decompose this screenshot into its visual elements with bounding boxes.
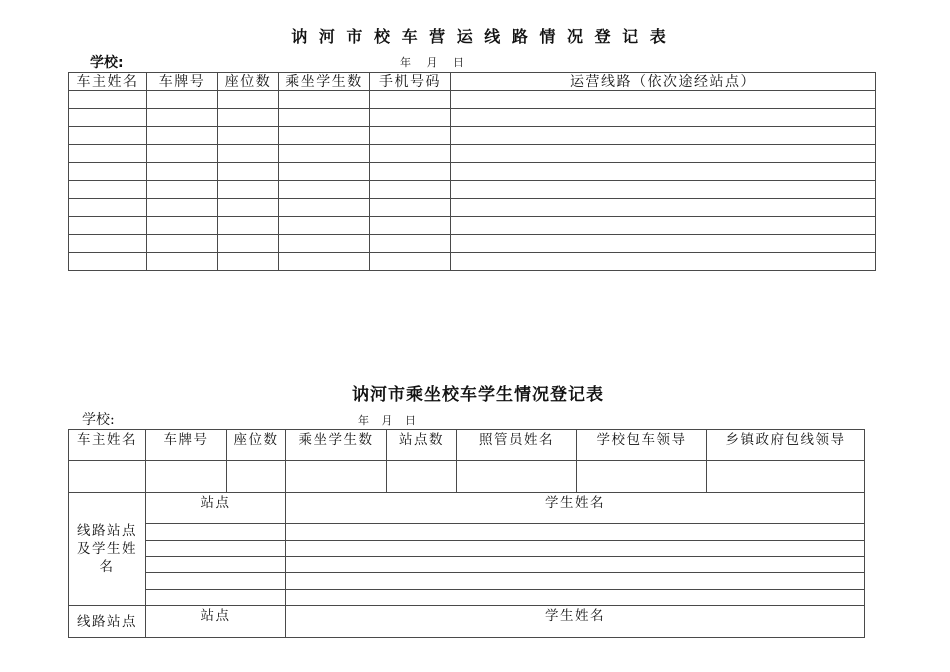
table-cell	[286, 541, 865, 557]
table-cell	[147, 253, 218, 271]
header-township-leader: 乡镇政府包线领导	[707, 430, 865, 461]
table-cell	[451, 127, 876, 145]
header-plate-number: 车牌号	[146, 430, 227, 461]
header-owner-name: 车主姓名	[69, 73, 147, 91]
table-cell	[370, 91, 451, 109]
table-cell	[147, 91, 218, 109]
table-cell	[69, 461, 146, 493]
table-row	[69, 524, 865, 541]
table-cell	[279, 109, 370, 127]
table-cell	[370, 253, 451, 271]
table-row	[69, 217, 876, 235]
form1-header-row	[69, 73, 876, 91]
table-row	[69, 557, 865, 573]
table-cell	[218, 235, 279, 253]
table-cell	[69, 109, 147, 127]
table-cell	[451, 91, 876, 109]
header-phone-number: 手机号码	[370, 73, 451, 91]
table-cell	[279, 253, 370, 271]
table-cell	[370, 181, 451, 199]
stop-header-2: 站点	[146, 606, 286, 638]
stop-header: 站点	[146, 493, 286, 524]
table-cell	[707, 461, 865, 493]
form2-date-label: 年 月 日	[358, 414, 416, 427]
table-row	[69, 163, 876, 181]
table-cell	[457, 461, 577, 493]
table-cell	[218, 253, 279, 271]
header-route: 运营线路（依次途经站点）	[451, 73, 876, 91]
form1-school-label: 学校:	[90, 55, 124, 71]
header-school-leader: 学校包车领导	[577, 430, 707, 461]
table-cell	[370, 199, 451, 217]
table-cell	[69, 91, 147, 109]
table-cell	[577, 461, 707, 493]
table-cell	[218, 163, 279, 181]
table-cell	[69, 163, 147, 181]
table-cell	[69, 217, 147, 235]
table-cell	[146, 461, 227, 493]
header-plate-number: 车牌号	[147, 73, 218, 91]
table-cell	[451, 235, 876, 253]
table-cell	[286, 573, 865, 590]
table-row	[69, 181, 876, 199]
table-cell	[218, 145, 279, 163]
table-cell	[147, 199, 218, 217]
table-cell	[451, 217, 876, 235]
route-header-row	[69, 493, 865, 524]
table-cell	[218, 127, 279, 145]
table-row	[69, 461, 865, 493]
header-student-count: 乘坐学生数	[279, 73, 370, 91]
table-cell	[147, 235, 218, 253]
table-cell	[69, 127, 147, 145]
student-names-header-2: 学生姓名	[286, 606, 865, 638]
header-seat-count: 座位数	[227, 430, 286, 461]
table-row	[69, 199, 876, 217]
form2-school-label: 学校:	[82, 412, 115, 428]
table-cell	[227, 461, 286, 493]
table-row	[69, 145, 876, 163]
table-cell	[370, 145, 451, 163]
table-cell	[69, 199, 147, 217]
table-cell	[218, 217, 279, 235]
table-cell	[146, 590, 286, 606]
table-cell	[387, 461, 457, 493]
table-cell	[279, 199, 370, 217]
table-cell	[451, 163, 876, 181]
table-cell	[370, 163, 451, 181]
table-cell	[69, 145, 147, 163]
table-cell	[69, 253, 147, 271]
route-row-2	[69, 606, 865, 638]
table-cell	[286, 461, 387, 493]
student-names-header: 学生姓名	[286, 493, 865, 524]
table-cell	[286, 590, 865, 606]
table-cell	[279, 91, 370, 109]
table-cell	[218, 91, 279, 109]
table-cell	[451, 145, 876, 163]
table-cell	[279, 145, 370, 163]
table-cell	[147, 181, 218, 199]
table-cell	[146, 524, 286, 541]
table-cell	[370, 217, 451, 235]
table-cell	[69, 181, 147, 199]
table-cell	[147, 163, 218, 181]
route-stops-label: 线路站点	[69, 606, 146, 638]
table-cell	[451, 109, 876, 127]
table-row	[69, 541, 865, 557]
table-cell	[279, 235, 370, 253]
form1-title: 讷 河 市 校 车 营 运 线 路 情 况 登 记 表	[291, 27, 669, 46]
table-cell	[286, 524, 865, 541]
table-cell	[451, 199, 876, 217]
table-cell	[146, 573, 286, 590]
form2-header-row	[69, 430, 865, 461]
table-cell	[370, 109, 451, 127]
table-cell	[451, 253, 876, 271]
form2-table	[68, 429, 865, 638]
table-cell	[218, 181, 279, 199]
form2-title: 讷河市乘坐校车学生情况登记表	[352, 385, 604, 405]
table-cell	[146, 557, 286, 573]
table-cell	[279, 217, 370, 235]
table-cell	[286, 557, 865, 573]
table-row	[69, 109, 876, 127]
table-cell	[147, 145, 218, 163]
table-cell	[279, 181, 370, 199]
table-row	[69, 127, 876, 145]
table-cell	[147, 217, 218, 235]
table-row	[69, 573, 865, 590]
table-cell	[370, 235, 451, 253]
table-row	[69, 91, 876, 109]
header-student-count: 乘坐学生数	[286, 430, 387, 461]
table-cell	[279, 127, 370, 145]
header-seat-count: 座位数	[218, 73, 279, 91]
table-cell	[147, 127, 218, 145]
table-cell	[146, 541, 286, 557]
header-stop-count: 站点数	[387, 430, 457, 461]
table-row	[69, 590, 865, 606]
form1-date-label: 年 月 日	[400, 56, 464, 69]
table-cell	[147, 109, 218, 127]
table-row	[69, 235, 876, 253]
table-cell	[451, 181, 876, 199]
header-owner-name: 车主姓名	[69, 430, 146, 461]
table-cell	[69, 235, 147, 253]
table-cell	[218, 109, 279, 127]
table-cell	[218, 199, 279, 217]
table-cell	[279, 163, 370, 181]
header-caretaker-name: 照管员姓名	[457, 430, 577, 461]
table-cell	[370, 127, 451, 145]
table-row	[69, 253, 876, 271]
route-stops-students-label: 线路站点及学生姓名	[69, 493, 146, 606]
form1-table	[68, 72, 876, 271]
